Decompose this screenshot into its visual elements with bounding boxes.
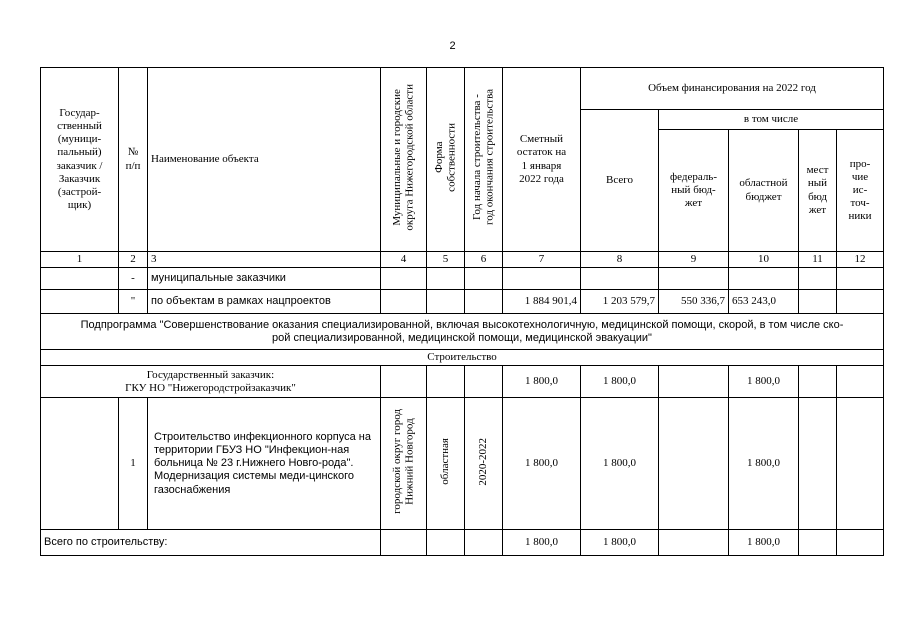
cell-federal: 550 336,7 bbox=[659, 290, 729, 314]
cell-empty bbox=[581, 268, 659, 290]
cell-object-name: по объектам в рамках нацпроектов bbox=[148, 290, 381, 314]
cell-empty bbox=[799, 268, 837, 290]
cell-regional: 653 243,0 bbox=[729, 290, 799, 314]
cell-empty bbox=[465, 530, 503, 556]
cell-empty bbox=[381, 268, 427, 290]
column-number: 5 bbox=[427, 252, 465, 268]
cell-empty bbox=[799, 530, 837, 556]
cell-empty bbox=[381, 530, 427, 556]
cell-years-text: 2020-2022 bbox=[477, 437, 490, 486]
header-including: в том числе bbox=[659, 110, 884, 130]
cell-estimate: 1 800,0 bbox=[503, 366, 581, 398]
header-years bbox=[465, 68, 503, 252]
cell-empty bbox=[41, 398, 119, 530]
header-row-1 bbox=[41, 68, 884, 110]
cell-empty bbox=[381, 366, 427, 398]
total-construction-label: Всего по строительству: bbox=[41, 530, 381, 556]
cell-empty bbox=[465, 268, 503, 290]
column-number: 11 bbox=[799, 252, 837, 268]
header-object-name: Наименование объекта bbox=[148, 68, 381, 252]
table-row-object bbox=[41, 398, 884, 530]
cell-empty bbox=[837, 290, 884, 314]
cell-number: - bbox=[119, 268, 148, 290]
cell-empty bbox=[503, 268, 581, 290]
header-ownership-text: Форма собственности bbox=[432, 123, 458, 192]
cell-regional: 1 800,0 bbox=[729, 366, 799, 398]
column-number: 8 bbox=[581, 252, 659, 268]
header-customer: Государ- ственный (муници- пальный) заказчик / Заказчик (застрой- щик) bbox=[41, 68, 119, 252]
header-municipal-text: Муниципальные и городские округа Нижегородской области bbox=[390, 84, 416, 231]
cell-empty bbox=[837, 398, 884, 530]
header-federal: федераль- ный бюд- жет bbox=[659, 130, 729, 252]
cell-object-name: Строительство инфекционного корпуса на территории ГБУЗ НО "Инфекцион-ная больница № 23 г.Нижнего Новго-рода". Модернизация системы меди-цинского газоснабжения bbox=[148, 398, 381, 530]
cell-total: 1 800,0 bbox=[581, 366, 659, 398]
cell-empty bbox=[427, 366, 465, 398]
cell-total: 1 203 579,7 bbox=[581, 290, 659, 314]
cell-empty bbox=[837, 530, 884, 556]
column-number: 3 bbox=[148, 252, 381, 268]
financing-table bbox=[40, 67, 884, 556]
cell-ownership-text: областная bbox=[439, 438, 452, 486]
cell-number: " bbox=[119, 290, 148, 314]
page-number: 2 bbox=[449, 40, 456, 52]
cell-ownership bbox=[427, 398, 465, 530]
cell-empty bbox=[427, 268, 465, 290]
column-number: 6 bbox=[465, 252, 503, 268]
cell-empty bbox=[659, 530, 729, 556]
header-years-text: Год начала строительства - год окончания строительства bbox=[470, 89, 496, 226]
cell-years bbox=[465, 398, 503, 530]
column-number: 10 bbox=[729, 252, 799, 268]
table-row-subprogram bbox=[41, 314, 884, 350]
table-row-state-customer bbox=[41, 366, 884, 398]
header-municipal bbox=[381, 68, 427, 252]
cell-empty bbox=[729, 268, 799, 290]
header-financing: Объем финансирования на 2022 год bbox=[581, 68, 884, 110]
header-ownership bbox=[427, 68, 465, 252]
table-row-national-projects bbox=[41, 290, 884, 314]
column-number: 1 bbox=[41, 252, 119, 268]
cell-total: 1 800,0 bbox=[581, 530, 659, 556]
cell-empty bbox=[427, 290, 465, 314]
cell-empty bbox=[465, 290, 503, 314]
cell-empty bbox=[41, 290, 119, 314]
header-regional: областной бюджет bbox=[729, 130, 799, 252]
cell-municipal-text: городской округ город Нижний Новгород bbox=[390, 409, 416, 515]
table-row-total-construction bbox=[41, 530, 884, 556]
cell-empty bbox=[659, 398, 729, 530]
cell-empty bbox=[427, 530, 465, 556]
column-number: 4 bbox=[381, 252, 427, 268]
cell-empty bbox=[659, 366, 729, 398]
cell-empty bbox=[799, 398, 837, 530]
cell-estimate: 1 884 901,4 bbox=[503, 290, 581, 314]
cell-empty bbox=[659, 268, 729, 290]
subprogram-title: Подпрограмма "Совершенствование оказания специализированной, включая высокотехнологичную, медицинской помощи, скорой, в том числе ско- рой специализированной, медицинской помощи, медицинской эвакуации" bbox=[41, 314, 884, 350]
header-estimate: Сметный остаток на 1 января 2022 года bbox=[503, 68, 581, 252]
cell-estimate: 1 800,0 bbox=[503, 398, 581, 530]
construction-heading: Строительство bbox=[41, 350, 884, 366]
cell-empty bbox=[799, 366, 837, 398]
column-number: 2 bbox=[119, 252, 148, 268]
cell-empty bbox=[465, 366, 503, 398]
cell-municipal bbox=[381, 398, 427, 530]
state-customer-label: Государственный заказчик: ГКУ НО "Нижегородстройзаказчик" bbox=[41, 366, 381, 398]
cell-empty bbox=[41, 268, 119, 290]
cell-total: 1 800,0 bbox=[581, 398, 659, 530]
header-local: мест ный бюд жет bbox=[799, 130, 837, 252]
cell-number: 1 bbox=[119, 398, 148, 530]
table-row-construction bbox=[41, 350, 884, 366]
header-total: Всего bbox=[581, 110, 659, 252]
cell-empty bbox=[381, 290, 427, 314]
cell-empty bbox=[837, 268, 884, 290]
cell-object-name: муниципальные заказчики bbox=[148, 268, 381, 290]
column-number: 7 bbox=[503, 252, 581, 268]
header-number: № п/п bbox=[119, 68, 148, 252]
cell-empty bbox=[837, 366, 884, 398]
cell-regional: 1 800,0 bbox=[729, 398, 799, 530]
cell-empty bbox=[799, 290, 837, 314]
cell-estimate: 1 800,0 bbox=[503, 530, 581, 556]
header-other: про- чие ис- точ- ники bbox=[837, 130, 884, 252]
table-row-municipal-customers bbox=[41, 268, 884, 290]
column-number: 12 bbox=[837, 252, 884, 268]
column-number: 9 bbox=[659, 252, 729, 268]
column-numbers-row bbox=[41, 252, 884, 268]
cell-regional: 1 800,0 bbox=[729, 530, 799, 556]
